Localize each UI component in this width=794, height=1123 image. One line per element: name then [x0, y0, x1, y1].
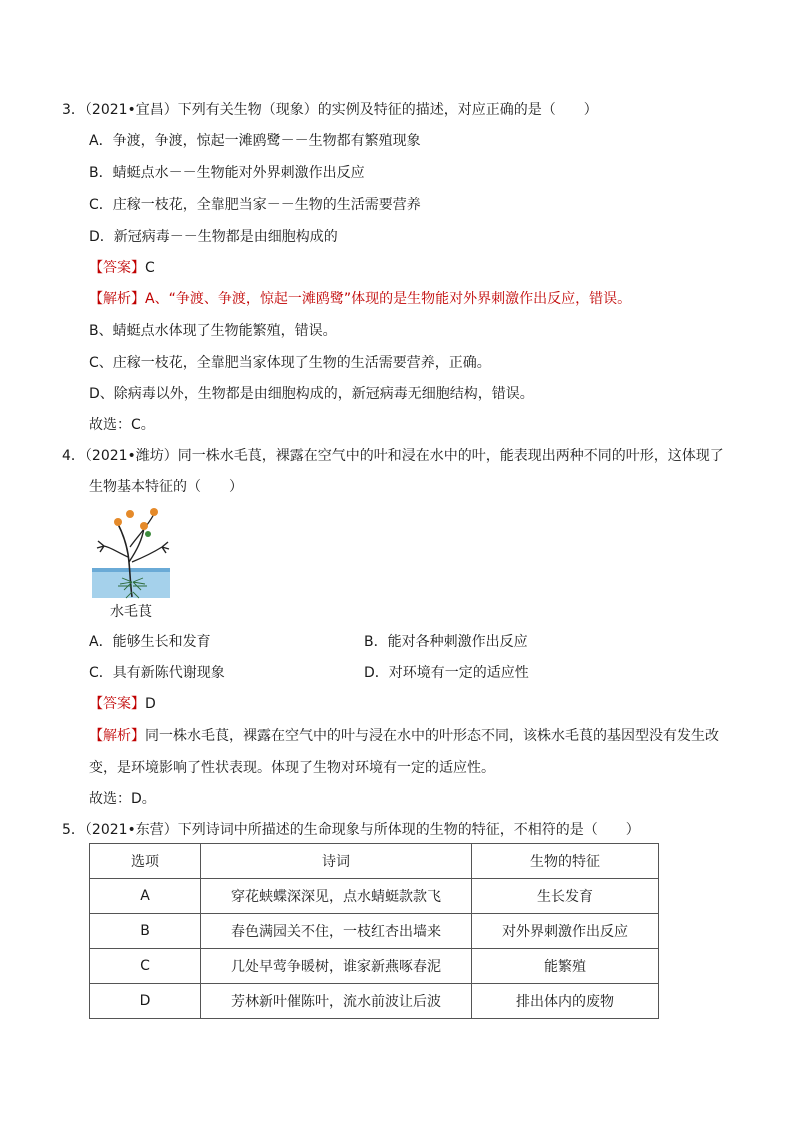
q4-analysis-line2: 变，是环境影响了性状表现。体现了生物对环境有一定的适应性。	[89, 760, 495, 776]
q4-conclusion: 故选：D。	[89, 791, 156, 807]
q3-option-c: C．庄稼一枝花，全靠肥当家－－生物的生活需要营养	[89, 197, 421, 213]
table-row	[90, 984, 659, 1019]
answer-value: C	[145, 260, 155, 276]
table-row	[90, 949, 659, 984]
table-cell: 生长发育	[472, 879, 659, 914]
table-header-row	[90, 844, 659, 879]
q3-option-d: D．新冠病毒－－生物都是由细胞构成的	[89, 229, 338, 245]
table-cell: 芳林新叶催陈叶，流水前波让后波	[201, 984, 472, 1019]
table-cell: 对外界刺激作出反应	[472, 914, 659, 949]
table-row	[90, 914, 659, 949]
answer-value: D	[145, 696, 156, 712]
table-cell: 排出体内的废物	[472, 984, 659, 1019]
q3-stem: 3．（2021•宜昌）下列有关生物（现象）的实例及特征的描述，对应正确的是（ ）	[62, 102, 598, 118]
answer-tag: 【答案】	[89, 696, 145, 712]
table-cell: D	[90, 984, 201, 1019]
header-poem: 诗词	[201, 844, 472, 879]
q3-analysis-b: B、蜻蜓点水体现了生物能繁殖，错误。	[89, 323, 337, 339]
table-cell: 能繁殖	[472, 949, 659, 984]
table-row	[90, 879, 659, 914]
analysis-tag: 【解析】	[89, 291, 145, 307]
q3-option-a: A．争渡，争渡，惊起一滩鸥鹭－－生物都有繁殖现象	[89, 133, 421, 149]
q4-option-b: B．能对各种刺激作出反应	[364, 634, 528, 650]
q3-conclusion: 故选：C。	[89, 417, 155, 433]
q4-option-d: D．对环境有一定的适应性	[364, 665, 529, 681]
q5-table	[89, 843, 659, 1019]
q4-answer	[89, 694, 156, 714]
q4-option-c: C．具有新陈代谢现象	[89, 665, 225, 681]
header-option: 选项	[90, 844, 201, 879]
q4-analysis-line1	[89, 726, 719, 746]
table-cell: C	[90, 949, 201, 984]
q4-stem-line1: 4．（2021•潍坊）同一株水毛茛，裸露在空气中的叶和浸在水中的叶，能表现出两种不同的叶形，这体现了	[62, 448, 724, 464]
header-feature: 生物的特征	[472, 844, 659, 879]
q4-option-a: A．能够生长和发育	[89, 634, 211, 650]
table-cell: A	[90, 879, 201, 914]
table-cell: 穿花蛱蝶深深见，点水蜻蜓款款飞	[201, 879, 472, 914]
q3-analysis-c: C、庄稼一枝花，全靠肥当家体现了生物的生活需要营养，正确。	[89, 355, 491, 371]
q3-analysis-d: D、除病毒以外，生物都是由细胞构成的，新冠病毒无细胞结构，错误。	[89, 386, 534, 402]
analysis-text: 同一株水毛茛，裸露在空气中的叶与浸在水中的叶形态不同，该株水毛茛的基因型没有发生改	[145, 728, 719, 744]
q5-stem: 5．（2021•东营）下列诗词中所描述的生命现象与所体现的生物的特征，不相符的是（ ）	[62, 822, 640, 838]
figure-caption: 水毛茛	[110, 604, 152, 620]
q3-option-b: B．蜻蜓点水－－生物能对外界刺激作出反应	[89, 165, 365, 181]
table-cell: B	[90, 914, 201, 949]
q3-analysis-a	[89, 289, 631, 309]
table-cell: 几处早莺争暖树，谁家新燕啄春泥	[201, 949, 472, 984]
answer-tag: 【答案】	[89, 260, 145, 276]
q4-stem-line2: 生物基本特征的（ ）	[89, 479, 243, 495]
analysis-tag: 【解析】	[89, 728, 145, 744]
table-cell: 春色满园关不住，一枝红杏出墙来	[201, 914, 472, 949]
analysis-text: A、“争渡、争渡，惊起一滩鸥鹭”体现的是生物能对外界刺激作出反应，错误。	[145, 291, 632, 307]
q3-answer	[89, 258, 155, 278]
